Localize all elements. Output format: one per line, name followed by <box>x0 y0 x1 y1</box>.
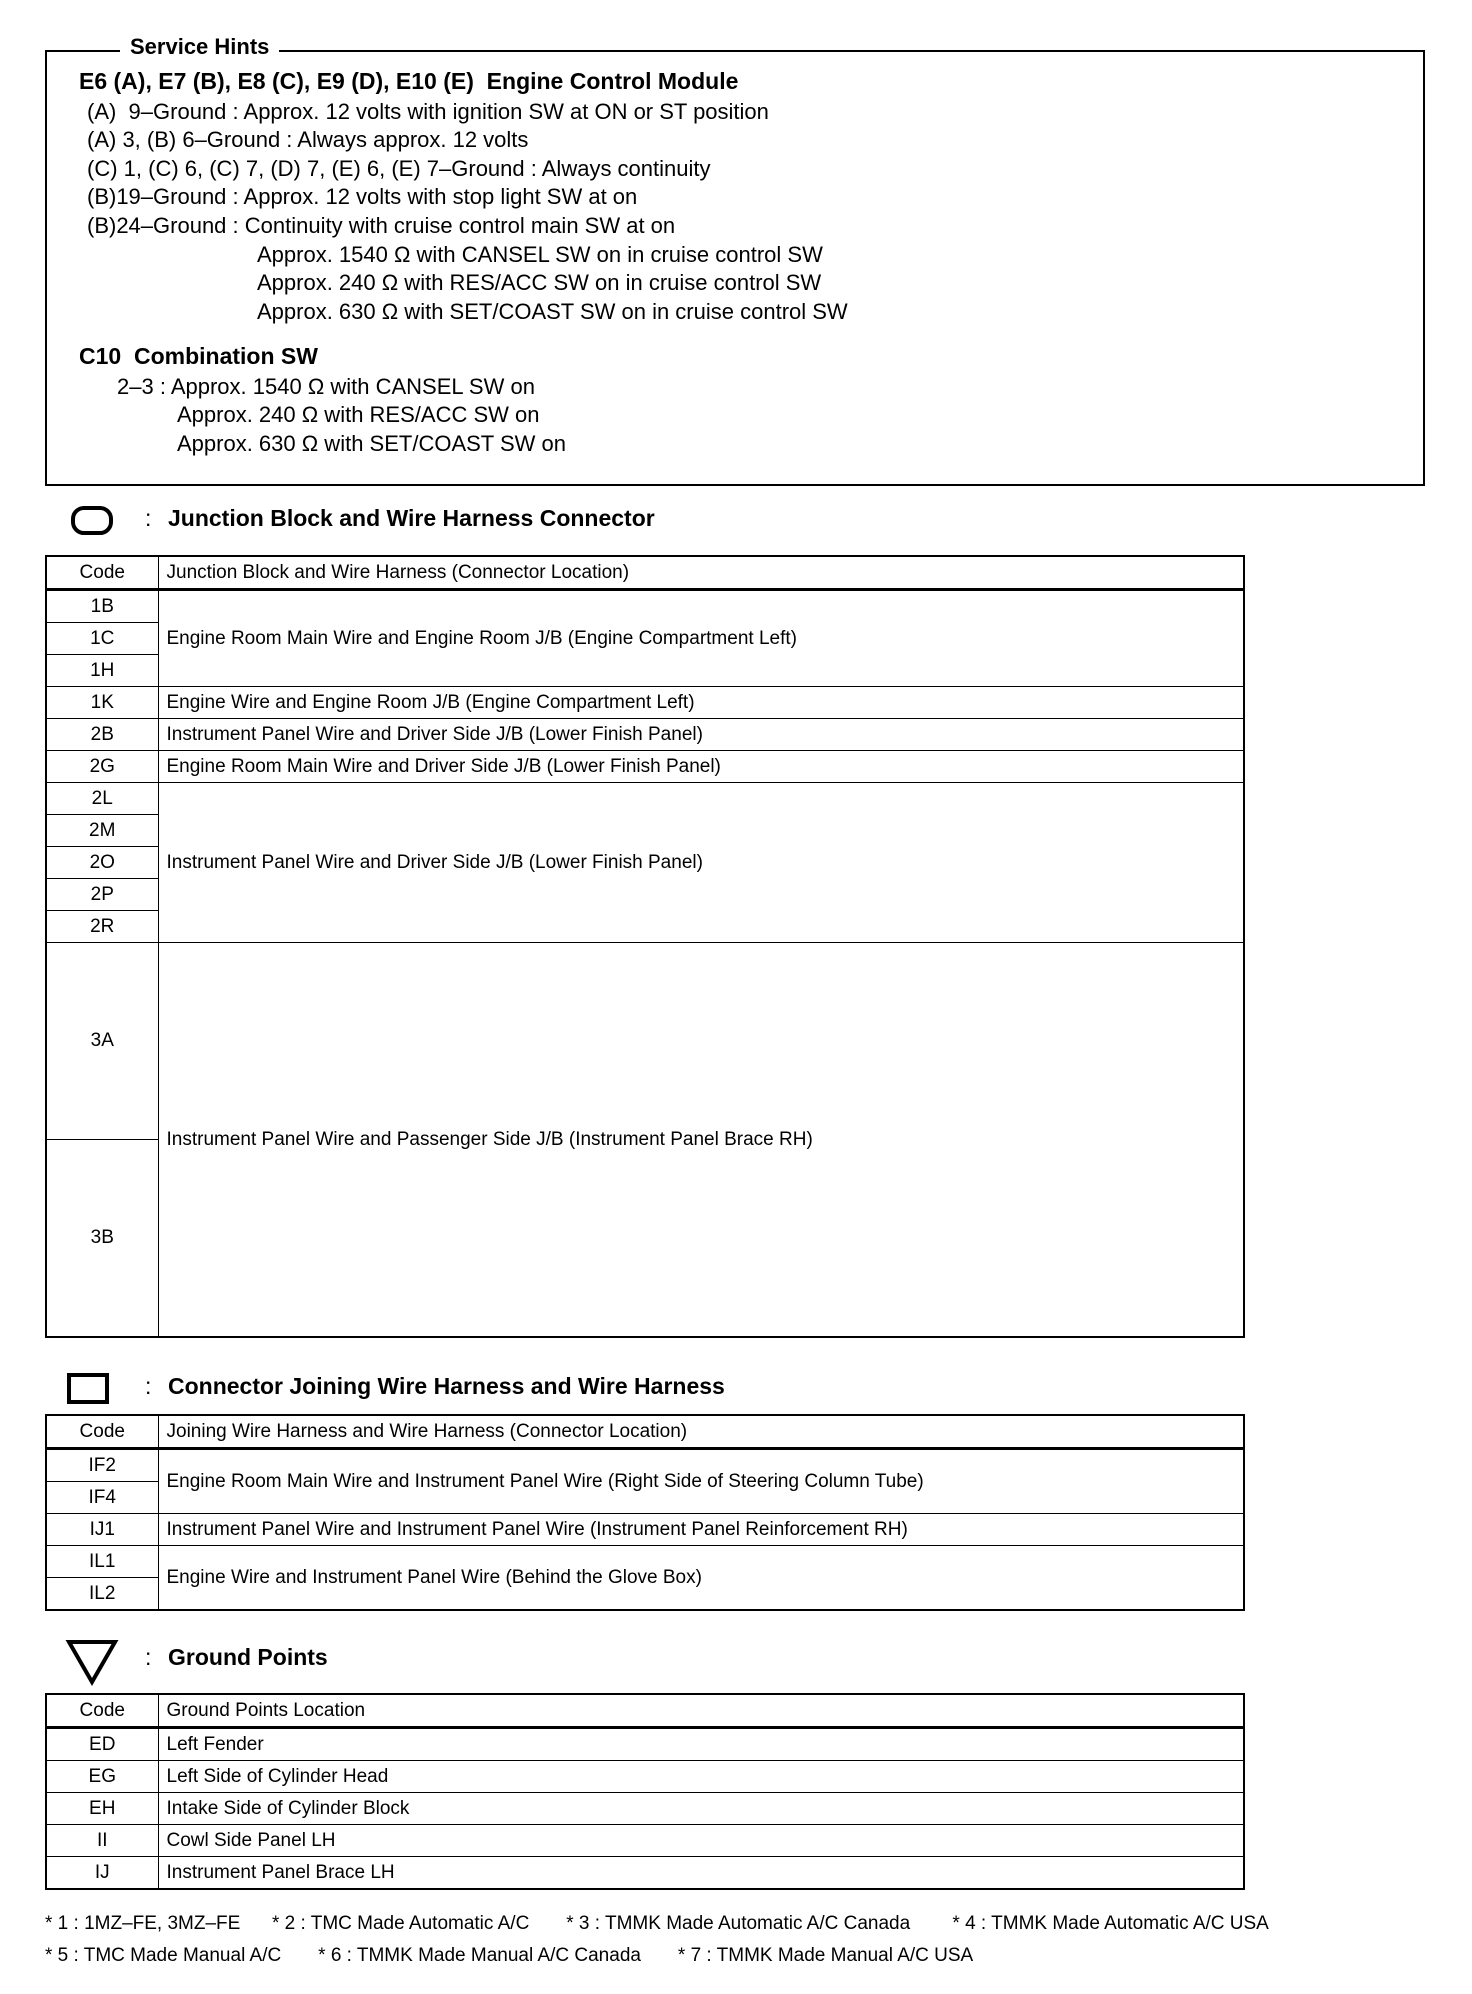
code-cell: EG <box>46 1761 158 1793</box>
header-desc: Ground Points Location <box>158 1694 1244 1728</box>
table-header-row <box>46 1694 1244 1728</box>
table-row <box>46 590 1244 623</box>
ground-points-table <box>45 1693 1245 1890</box>
code-cell: ED <box>46 1728 158 1761</box>
desc-cell: Cowl Side Panel LH <box>158 1825 1244 1857</box>
square-icon <box>66 1372 112 1406</box>
footnote-line: * 1 : 1MZ–FE, 3MZ–FE * 2 : TMC Made Automatic A/C * 3 : TMMK Made Automatic A/C Canada * 4 : TMMK Made Automatic A/C USA <box>45 1913 1269 1934</box>
table-row <box>46 1546 1244 1578</box>
code-cell: IF2 <box>46 1449 158 1482</box>
service-hints-label: Service Hints <box>120 33 279 61</box>
ecm-line: (B)24–Ground : Continuity with cruise control main SW at on <box>87 213 676 238</box>
table-row <box>46 783 1244 815</box>
code-cell: 1B <box>46 590 158 623</box>
desc-cell: Engine Wire and Instrument Panel Wire (Behind the Glove Box) <box>158 1546 1244 1611</box>
code-cell: 1C <box>46 623 158 655</box>
header-code: Code <box>46 1694 158 1728</box>
code-cell: 2M <box>46 815 158 847</box>
table-header-row <box>46 1415 1244 1449</box>
combo-line: Approx. 240 Ω with RES/ACC SW on <box>177 402 540 427</box>
code-cell: EH <box>46 1793 158 1825</box>
junction-block-title: Junction Block and Wire Harness Connector <box>168 505 655 531</box>
header-code: Code <box>46 1415 158 1449</box>
header-desc: Junction Block and Wire Harness (Connector Location) <box>158 556 1244 590</box>
desc-cell: Engine Room Main Wire and Driver Side J/B (Lower Finish Panel) <box>158 751 1244 783</box>
header-code: Code <box>46 556 158 590</box>
header-desc: Joining Wire Harness and Wire Harness (Connector Location) <box>158 1415 1244 1449</box>
connector-joining-title: Connector Joining Wire Harness and Wire Harness <box>168 1373 725 1399</box>
code-cell: 2O <box>46 847 158 879</box>
table-row <box>46 751 1244 783</box>
table-row <box>46 1857 1244 1890</box>
ecm-line: (A) 9–Ground : Approx. 12 volts with ignition SW at ON or ST position <box>87 99 769 124</box>
code-cell: 2B <box>46 719 158 751</box>
ground-points-title: Ground Points <box>168 1644 328 1670</box>
desc-cell: Instrument Panel Wire and Passenger Side J/B (Instrument Panel Brace RH) <box>158 943 1244 1338</box>
table-row <box>46 1728 1244 1761</box>
combo-line: 2–3 : Approx. 1540 Ω with CANSEL SW on <box>117 374 535 399</box>
desc-cell: Left Side of Cylinder Head <box>158 1761 1244 1793</box>
triangle-down-icon <box>65 1638 119 1686</box>
desc-cell: Intake Side of Cylinder Block <box>158 1793 1244 1825</box>
ecm-line: (C) 1, (C) 6, (C) 7, (D) 7, (E) 6, (E) 7–Ground : Always continuity <box>87 156 711 181</box>
code-cell: 2R <box>46 911 158 943</box>
ecm-line: Approx. 630 Ω with SET/COAST SW on in cruise control SW <box>257 299 848 324</box>
code-cell: 2G <box>46 751 158 783</box>
table-row <box>46 1793 1244 1825</box>
combo-line: Approx. 630 Ω with SET/COAST SW on <box>177 431 566 456</box>
desc-cell: Instrument Panel Wire and Instrument Panel Wire (Instrument Panel Reinforcement RH) <box>158 1514 1244 1546</box>
code-cell: IL1 <box>46 1546 158 1578</box>
code-cell: 2P <box>46 879 158 911</box>
connector-joining-table <box>45 1414 1245 1611</box>
code-cell: 1H <box>46 655 158 687</box>
table-row <box>46 1761 1244 1793</box>
desc-cell: Instrument Panel Brace LH <box>158 1857 1244 1890</box>
table-row <box>46 1825 1244 1857</box>
table-row <box>46 1514 1244 1546</box>
desc-cell: Left Fender <box>158 1728 1244 1761</box>
code-cell: IJ <box>46 1857 158 1890</box>
service-hints-box <box>45 50 1425 486</box>
ecm-line: Approx. 1540 Ω with CANSEL SW on in cruise control SW <box>257 242 823 267</box>
table-row <box>46 687 1244 719</box>
table-row <box>46 943 1244 1140</box>
code-cell: 3A <box>46 943 158 1140</box>
code-cell: II <box>46 1825 158 1857</box>
ecm-line: Approx. 240 Ω with RES/ACC SW on in cruise control SW <box>257 270 822 295</box>
rounded-rect-icon <box>70 505 116 537</box>
desc-cell: Engine Room Main Wire and Engine Room J/B (Engine Compartment Left) <box>158 590 1244 687</box>
desc-cell: Engine Wire and Engine Room J/B (Engine Compartment Left) <box>158 687 1244 719</box>
code-cell: 3B <box>46 1140 158 1338</box>
code-cell: IL2 <box>46 1578 158 1611</box>
code-cell: 2L <box>46 783 158 815</box>
table-header-row <box>46 556 1244 590</box>
code-cell: IF4 <box>46 1482 158 1514</box>
ecm-heading: E6 (A), E7 (B), E8 (C), E9 (D), E10 (E) Engine Control Module <box>79 68 739 94</box>
table-row <box>46 719 1244 751</box>
desc-cell: Instrument Panel Wire and Driver Side J/B (Lower Finish Panel) <box>158 719 1244 751</box>
junction-block-table <box>45 555 1245 1338</box>
section-colon: : <box>145 1373 152 1399</box>
combo-heading: C10 Combination SW <box>79 343 318 369</box>
desc-cell: Instrument Panel Wire and Driver Side J/B (Lower Finish Panel) <box>158 783 1244 943</box>
code-cell: 1K <box>46 687 158 719</box>
section-colon: : <box>145 505 152 531</box>
table-row <box>46 1449 1244 1482</box>
desc-cell: Engine Room Main Wire and Instrument Panel Wire (Right Side of Steering Column Tube) <box>158 1449 1244 1514</box>
footnote-line: * 5 : TMC Made Manual A/C * 6 : TMMK Made Manual A/C Canada * 7 : TMMK Made Manual A/C USA <box>45 1945 974 1966</box>
ecm-line: (B)19–Ground : Approx. 12 volts with stop light SW at on <box>87 184 638 209</box>
ecm-line: (A) 3, (B) 6–Ground : Always approx. 12 volts <box>87 127 529 152</box>
code-cell: IJ1 <box>46 1514 158 1546</box>
section-colon: : <box>145 1644 152 1670</box>
